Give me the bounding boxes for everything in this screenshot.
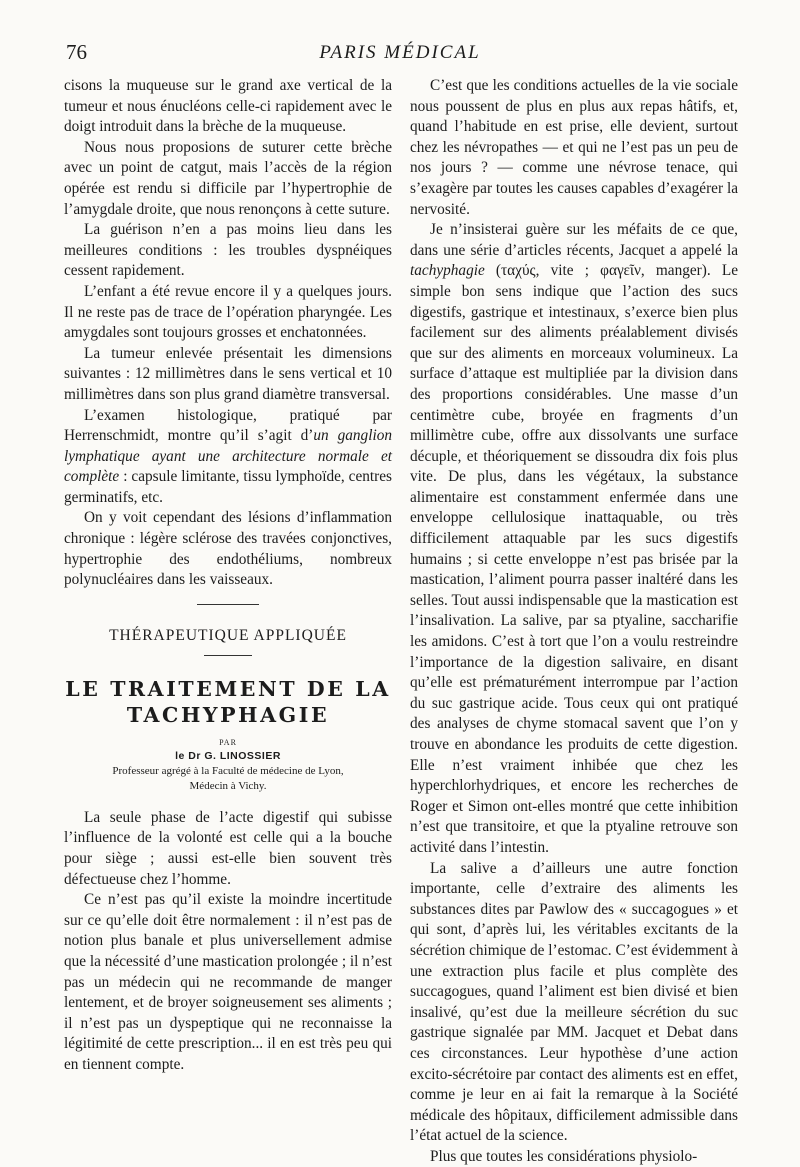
running-title: PARIS MÉDICAL [319,42,481,63]
paragraph: On y voit cependant des lésions d’inflammation chronique : légère sclérose des travées conjonctives, hypertrophie des endothéliums, nombreux polynucléaires dans les vaisseaux. [64,509,392,589]
text-run: Je n’insisterai guère sur les méfaits de ce que, dans une série d’articles récents, Jacquet a appelé la [410,221,738,259]
text-run: : capsule limitante, tissu lymphoïde, centres germinatifs, etc. [64,468,392,506]
byline-par: PAR [219,737,237,747]
byline-affiliation [64,764,392,794]
text-run: L’examen histologique, pratiqué par Herrenschmidt, montre qu’il s’agit d’ [64,406,392,445]
article-body [64,808,392,1076]
paragraph: Nous nous proposions de suturer cette brèche avec un point de catgut, mais l’accès de la région opérée est rendu si difficile par l’hypertrophie de l’amygdale droite, que nous renonçons à cette suture. [64,138,392,218]
affiliation-line: Médecin à Vichy. [189,779,267,792]
right-column [410,76,738,1167]
page-number: 76 [66,40,87,64]
paragraph: Plus que toutes les considérations physiolo- [430,1147,698,1165]
paragraph: cisons la muqueuse sur le grand axe vertical de la tumeur et nous énucléons celle-ci rapidement avec le doigt introduit dans la brèche de la muqueuse. [64,77,392,136]
paragraph: C’est que les conditions actuelles de la vie sociale nous poussent de plus en plus aux repas hâtifs, et, quand l’habitude en est prise, elle devient, surtout chez les névropathes — et qui ne l’est pas un peu de nos jours ? — comme une névrose tenace, qui s’exagère par toutes les causes capables d’exagérer la nervosité. [410,77,738,218]
article-title-line: LE TRAITEMENT DE LA [65,676,391,701]
italic-run: un ganglion lymphatique ayant une architecture normale et complète [64,427,393,486]
tachyphagie-paragraph [410,220,738,858]
separator [197,604,259,605]
paragraph: La guérison n’en a pas moins lieu dans les meilleures conditions : les troubles dyspnéiques cessent rapidement. [64,221,392,280]
section-title: THÉRAPEUTIQUE APPLIQUÉE [109,626,347,644]
paragraph: La salive a d’ailleurs une autre fonction importante, celle d’extraire des aliments les substances dites par Pawlow des « succagogues » et qui sont, d’après lui, les véritables excitants de la sécrétion chimique de l’estomac. C’est évidemment à une extraction plus facile et plus complète des succagogues, quand l’aliment est bien divisé et bien insalivé, qu’est due la meilleure sécrétion du suc gastrique signalée par MM. Jacquet et Debat dans ces circonstances. Leur hypothèse d’une action excito-sécrétoire par contact des aliments est en effet, comme je leur en ai fait la remarque à la Société médicale des hôpitaux, difficilement admissible dans l’état actuel de la science. [410,859,738,1145]
byline-author: le Dr G. LINOSSIER [175,749,281,762]
histology-paragraph [64,406,392,509]
italic-run: tachyphagie [410,262,485,280]
paragraph: La seule phase de l’acte digestif qui subisse l’influence de la volonté est celle qui a la bouche pour siège ; aussi est-elle bien souvent très défectueuse chez l’homme. [64,808,392,888]
paragraph: L’enfant a été revue encore il y a quelques jours. Il ne reste pas de trace de l’opération pharyngée. Les amygdales sont toujours grosses et enchatonnées. [64,282,392,342]
paragraph: La tumeur enlevée présentait les dimensions suivantes : 12 millimètres dans le sens vertical et 10 millimètres dans son plus grand diamètre transversal. [64,344,392,403]
article-title-line: TACHYPHAGIE [126,702,330,727]
separator [204,655,252,656]
article-title [64,676,392,728]
text-run: (ταχύς, vite ; φαγεῖν, manger). Le simple bon sens indique que l’action des sucs digestifs, gastrique et intestinaux, s’exerce bien plus facilement sur des aliments préalablement divisés que sur des aliments en morceaux volumineux. La surface d’attaque est multipliée par la division dans des proportions considérables. Une masse d’un centimètre cube, broyée en fragments d’un millimètre cube, offre aux dissolvants une surface décuple, et théoriquement se dissoudra dix fois plus vite. De plus, dans les végétaux, la substance alimentaire est constamment enfermée dans une enveloppe cellulosique inattaquable, ou très difficilement attaquable par les sucs digestifs humains ; si cette enveloppe n’est pas brisée par la mastication, l’aliment pourra passer inaltéré dans les selles. Tout aussi indispensable que la mastication est l’insalivation. La salive, par sa ptyaline, saccharifie les amidons. C’est à tort que l’on a voulu restreindre l’importance de la digestion salivaire, en disant qu’elle est prématurément interrompue par l’action du suc gastrique acide. Tous ceux qui ont pratiqué des analyses de chyme stomacal savent que l’on y trouve en abondance les produits de cette digestion. Elle n’est vraiment inhibée que chez les hyperchlorhydriques, et encore les recherches de Roger et Simon ont-elles montré que cette inhibition n’est que transitoire, et que la ptyaline retrouve son activité dans l’intestin. [410,262,738,856]
left-column [64,76,392,1076]
paragraph: Ce n’est pas qu’il existe la moindre incertitude sur ce qu’elle doit être normalement : il n’est pas de notion plus banale et plus universellement admise que la nécessité d’une mastication prolongée ; il n’est pas un médecin qui ne recommande de manger lentement, et de broyer soigneusement ses aliments ; il n’est pas un dyspeptique qui ne reconnaisse la légitimité de cette prescription... il en est très peu qui en tiennent compte. [64,891,392,1073]
affiliation-line: Professeur agrégé à la Faculté de médecine de Lyon, [112,764,344,777]
